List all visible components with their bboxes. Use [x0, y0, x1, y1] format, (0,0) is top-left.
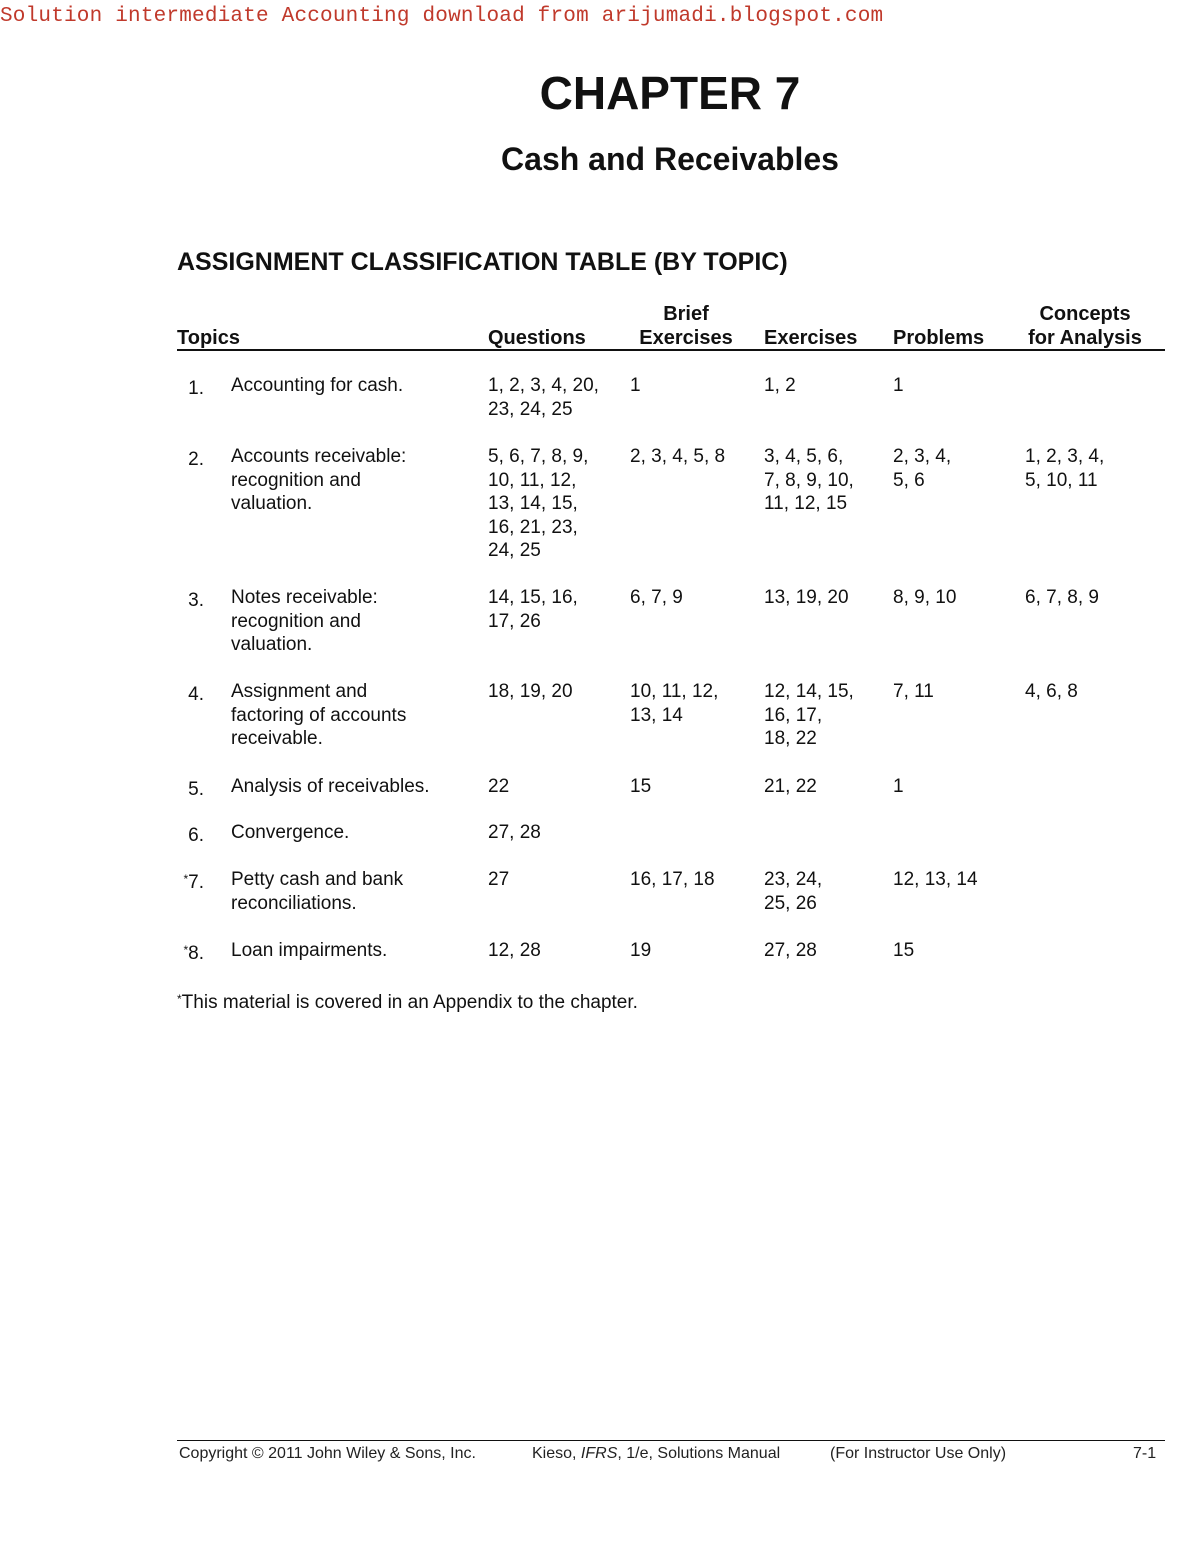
- cell-brief: 10, 11, 12, 13, 14: [630, 681, 719, 726]
- cell-questions: 14, 15, 16, 17, 26: [488, 587, 578, 632]
- row-number-text: 4.: [188, 684, 204, 705]
- cell-topic: Assignment and factoring of accounts receivable.: [231, 681, 407, 749]
- cell-topic: Analysis of receivables.: [231, 776, 430, 797]
- footer-book-author: Kieso,: [532, 1445, 577, 1462]
- chapter-heading: CHAPTER 7: [539, 67, 801, 119]
- row-number: [176, 680, 204, 707]
- row-number: [176, 586, 204, 613]
- row-number: [176, 821, 204, 848]
- header-questions: Questions: [488, 327, 586, 349]
- row-number: [176, 445, 204, 472]
- footer-rule: [177, 1440, 1165, 1441]
- cell-questions: 22: [488, 776, 510, 797]
- cell-problems: 1: [893, 375, 904, 396]
- cell-exercises: 21, 22: [764, 776, 817, 797]
- footer-instructor: (For Instructor Use Only): [830, 1445, 1007, 1462]
- cell-concepts: 1, 2, 3, 4, 5, 10, 11: [1025, 446, 1105, 491]
- footnote-text: This material is covered in an Appendix to the chapter.: [181, 992, 638, 1013]
- cell-exercises: 13, 19, 20: [764, 587, 849, 608]
- cell-problems: 12, 13, 14: [893, 869, 978, 890]
- cell-exercises: 12, 14, 15, 16, 17, 18, 22: [764, 681, 854, 749]
- cell-topic: Loan impairments.: [231, 940, 388, 961]
- footer-book: [532, 1445, 780, 1463]
- header-concepts-line1: Concepts: [1039, 303, 1131, 325]
- row-number-text: 5.: [188, 779, 204, 800]
- cell-brief: 19: [630, 940, 652, 961]
- cell-topic: Petty cash and bank reconciliations.: [231, 869, 404, 914]
- header-brief-exercises: [630, 302, 742, 350]
- cell-exercises: 23, 24, 25, 26: [764, 869, 823, 914]
- header-exercises: Exercises: [764, 327, 858, 349]
- header-brief-line2: Exercises: [639, 327, 733, 349]
- cell-topic: Convergence.: [231, 822, 350, 843]
- cell-questions: 27, 28: [488, 822, 541, 843]
- row-number-text: 3.: [188, 590, 204, 611]
- cell-brief: 2, 3, 4, 5, 8: [630, 446, 726, 467]
- header-concepts: [1020, 302, 1150, 350]
- cell-brief: 6, 7, 9: [630, 587, 683, 608]
- watermark-text: Solution intermediate Accounting download from arijumadi.blogspot.com: [0, 5, 884, 28]
- cell-questions: 12, 28: [488, 940, 541, 961]
- cell-problems: 1: [893, 776, 904, 797]
- cell-brief: 15: [630, 776, 652, 797]
- cell-exercises: 3, 4, 5, 6, 7, 8, 9, 10, 11, 12, 15: [764, 446, 854, 514]
- footer-page-number: 7-1: [1133, 1445, 1157, 1462]
- footnote-star: *: [177, 992, 182, 1006]
- header-brief-line1: Brief: [663, 303, 709, 325]
- row-number: [176, 868, 204, 895]
- cell-questions: 1, 2, 3, 4, 20, 23, 24, 25: [488, 375, 599, 420]
- footnote: [177, 992, 638, 1014]
- cell-questions: 27: [488, 869, 510, 890]
- cell-questions: 18, 19, 20: [488, 681, 573, 702]
- cell-brief: 16, 17, 18: [630, 869, 715, 890]
- row-number-text: 6.: [188, 825, 204, 846]
- footer-book-rest: , 1/e, Solutions Manual: [617, 1445, 781, 1462]
- footer-book-title: IFRS: [580, 1445, 618, 1462]
- row-number: [176, 775, 204, 802]
- footer-copyright: Copyright © 2011 John Wiley & Sons, Inc.: [179, 1445, 476, 1462]
- cell-problems: 2, 3, 4, 5, 6: [893, 446, 952, 491]
- row-number-text: 2.: [188, 449, 204, 470]
- row-number-text: 7.: [188, 872, 204, 893]
- chapter-subtitle: Cash and Receivables: [501, 141, 839, 177]
- header-topics: Topics: [177, 327, 240, 349]
- cell-concepts: 4, 6, 8: [1025, 681, 1078, 702]
- row-number: [176, 939, 204, 966]
- header-problems: Problems: [893, 327, 985, 349]
- header-concepts-line2: for Analysis: [1028, 327, 1142, 349]
- row-appendix-star: *: [183, 943, 189, 957]
- cell-brief: 1: [630, 375, 641, 396]
- cell-topic: Accounts receivable: recognition and valuation.: [231, 446, 407, 514]
- cell-questions: 5, 6, 7, 8, 9, 10, 11, 12, 13, 14, 15, 16, 21, 23, 24, 25: [488, 446, 589, 561]
- table-title: ASSIGNMENT CLASSIFICATION TABLE (BY TOPIC): [177, 248, 788, 276]
- header-rule: [177, 349, 1165, 351]
- row-number: [176, 374, 204, 401]
- row-appendix-star: *: [183, 872, 189, 886]
- cell-topic: Accounting for cash.: [231, 375, 404, 396]
- cell-exercises: 1, 2: [764, 375, 796, 396]
- cell-problems: 8, 9, 10: [893, 587, 957, 608]
- row-number-text: 8.: [188, 943, 204, 964]
- cell-exercises: 27, 28: [764, 940, 817, 961]
- cell-topic: Notes receivable: recognition and valuation.: [231, 587, 378, 655]
- row-number-text: 1.: [188, 378, 204, 399]
- cell-concepts: 6, 7, 8, 9: [1025, 587, 1099, 608]
- cell-problems: 15: [893, 940, 915, 961]
- cell-problems: 7, 11: [893, 681, 934, 702]
